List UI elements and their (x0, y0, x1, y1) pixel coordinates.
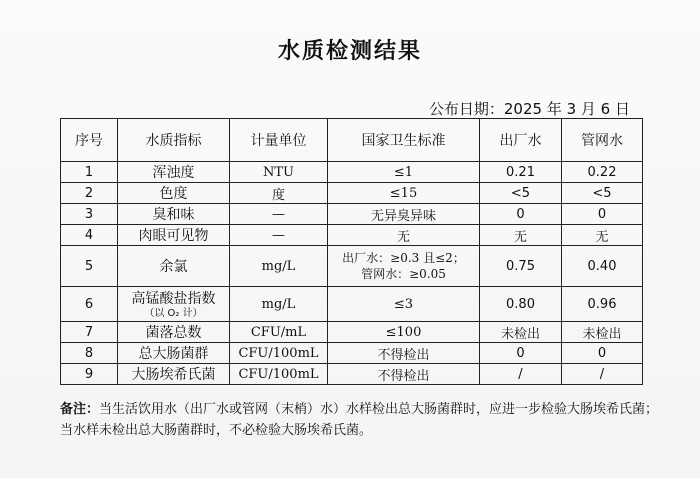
cell-network-water: 无 (562, 225, 643, 246)
cell-network-water: 0 (562, 343, 643, 364)
cell-network-water: 0 (562, 204, 643, 225)
table-row (61, 225, 643, 246)
cell-indicator: 余氯 (118, 246, 230, 287)
cell-network-water: 0.40 (562, 246, 643, 287)
cell-network-water: 未检出 (562, 322, 643, 343)
table-row (61, 162, 643, 183)
cell-no: 2 (61, 183, 118, 204)
cell-factory-water: 0.80 (480, 287, 562, 322)
cell-indicator (118, 287, 230, 322)
table-row (61, 287, 643, 322)
cell-standard (328, 246, 480, 287)
water-quality-table (60, 118, 643, 385)
header-network-water: 管网水 (562, 119, 643, 162)
cell-indicator: 大肠埃希氏菌 (118, 364, 230, 385)
header-standard: 国家卫生标准 (328, 119, 480, 162)
header-indicator: 水质指标 (118, 119, 230, 162)
cell-unit: CFU/100mL (230, 364, 328, 385)
cell-factory-water: 0 (480, 343, 562, 364)
cell-factory-water: 0.21 (480, 162, 562, 183)
cell-standard: ≤15 (328, 183, 480, 204)
cell-unit: 度 (230, 183, 328, 204)
cell-factory-water: / (480, 364, 562, 385)
cell-unit: — (230, 225, 328, 246)
cell-factory-water: 未检出 (480, 322, 562, 343)
cell-standard: 不得检出 (328, 343, 480, 364)
cell-unit: NTU (230, 162, 328, 183)
cell-no: 6 (61, 287, 118, 322)
footnote-text: 当生活饮用水（出厂水或管网（末梢）水）水样检出总大肠菌群时，应进一步检验大肠埃希氏菌；当水样未检出总大肠菌群时，不必检验大肠埃希氏菌。 (60, 402, 659, 438)
cell-factory-water: 0.75 (480, 246, 562, 287)
header-unit: 计量单位 (230, 119, 328, 162)
table-header-row (61, 119, 643, 162)
standard-line: 管网水：≥0.05 (361, 267, 446, 281)
table-row (61, 183, 643, 204)
table-row (61, 343, 643, 364)
cell-network-water: <5 (562, 183, 643, 204)
cell-standard: ≤100 (328, 322, 480, 343)
cell-network-water: 0.96 (562, 287, 643, 322)
cell-standard: 无异臭异味 (328, 204, 480, 225)
cell-unit: CFU/mL (230, 322, 328, 343)
header-factory-water: 出厂水 (480, 119, 562, 162)
indicator-name: 高锰酸盐指数 (131, 291, 216, 307)
indicator-note: （以 O₂ 计） (144, 308, 203, 319)
cell-unit: CFU/100mL (230, 343, 328, 364)
table-row (61, 204, 643, 225)
cell-indicator: 臭和味 (118, 204, 230, 225)
cell-standard: 无 (328, 225, 480, 246)
cell-no: 1 (61, 162, 118, 183)
cell-standard: ≤1 (328, 162, 480, 183)
table-row (61, 364, 643, 385)
table-row (61, 322, 643, 343)
cell-network-water: 0.22 (562, 162, 643, 183)
cell-indicator: 总大肠菌群 (118, 343, 230, 364)
footnote-label: 备注： (60, 402, 100, 417)
cell-indicator: 菌落总数 (118, 322, 230, 343)
cell-indicator: 肉眼可见物 (118, 225, 230, 246)
cell-no: 7 (61, 322, 118, 343)
cell-unit: — (230, 204, 328, 225)
header-no: 序号 (61, 119, 118, 162)
cell-no: 8 (61, 343, 118, 364)
cell-indicator: 色度 (118, 183, 230, 204)
page-title: 水质检测结果 (277, 39, 422, 64)
cell-factory-water: 无 (480, 225, 562, 246)
cell-network-water: / (562, 364, 643, 385)
cell-factory-water: 0 (480, 204, 562, 225)
footnote (60, 399, 660, 441)
cell-no: 9 (61, 364, 118, 385)
cell-no: 4 (61, 225, 118, 246)
cell-unit: mg/L (230, 287, 328, 322)
cell-factory-water: <5 (480, 183, 562, 204)
table-row (61, 246, 643, 287)
publish-date: 公布日期：2025 年 3 月 6 日 (428, 100, 630, 118)
cell-no: 5 (61, 246, 118, 287)
cell-standard: 不得检出 (328, 364, 480, 385)
cell-no: 3 (61, 204, 118, 225)
cell-indicator: 浑浊度 (118, 162, 230, 183)
cell-standard: ≤3 (328, 287, 480, 322)
standard-line: 出厂水：≥0.3 且≤2； (342, 251, 465, 265)
cell-unit: mg/L (230, 246, 328, 287)
